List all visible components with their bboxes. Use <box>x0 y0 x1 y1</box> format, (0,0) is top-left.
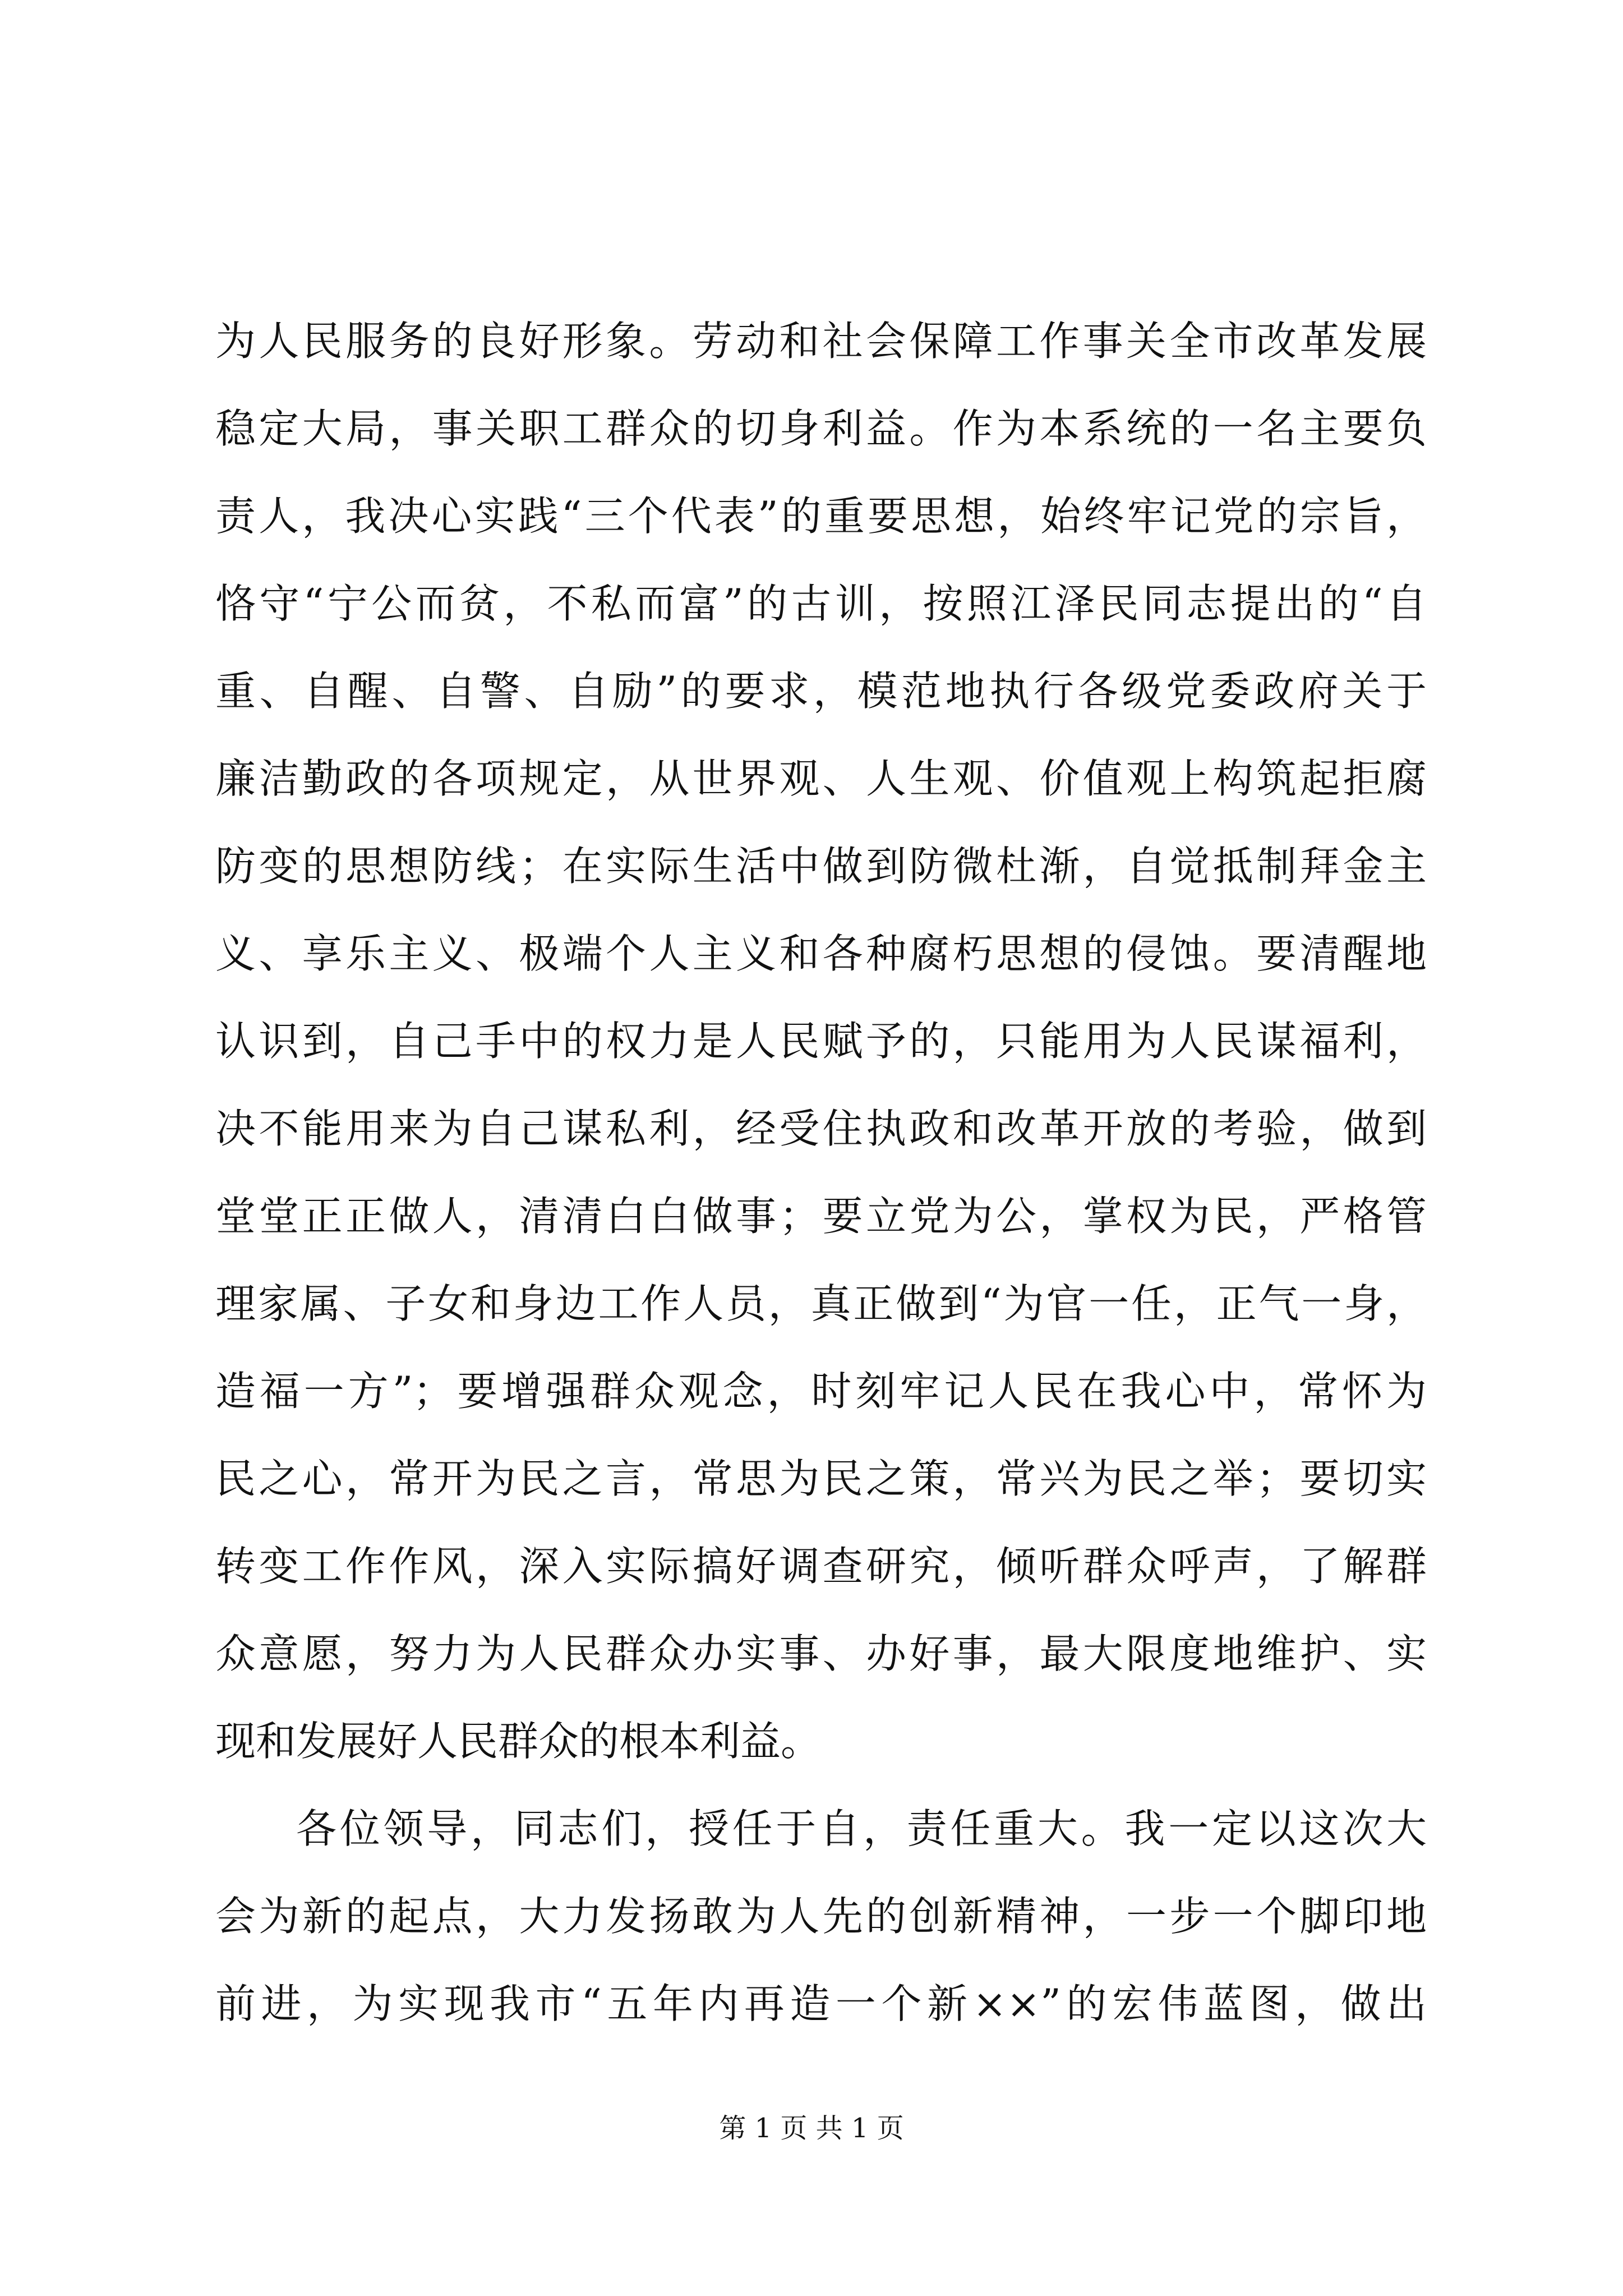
page-footer <box>0 2110 1623 2146</box>
body-line: 决不能用来为自己谋私利，经受住执政和改革开放的考验，做到 <box>215 1105 1427 1152</box>
page-number-label: 第 1 页 共 1 页 <box>719 2113 904 2144</box>
body-line: 义、享乐主义、极端个人主义和各种腐朽思想的侵蚀。要清醒地 <box>215 930 1427 977</box>
body-line: 廉洁勤政的各项规定，从世界观、人生观、价值观上构筑起拒腐 <box>215 755 1427 802</box>
body-line: 恪守“宁公而贫，不私而富”的古训，按照江泽民同志提出的“自 <box>215 580 1427 627</box>
body-line: 稳定大局，事关职工群众的切身利益。作为本系统的一名主要负 <box>215 405 1427 452</box>
body-line: 现和发展好人民群众的根本利益。 <box>215 1718 822 1765</box>
body-line: 重、自醒、自警、自励”的要求，模范地执行各级党委政府关于 <box>215 668 1427 715</box>
body-line: 转变工作作风，深入实际搞好调查研究，倾听群众呼声，了解群 <box>215 1543 1427 1590</box>
body-line: 众意愿，努力为人民群众办实事、办好事，最大限度地维护、实 <box>215 1630 1427 1677</box>
body-line: 为人民服务的良好形象。劳动和社会保障工作事关全市改革发展 <box>215 318 1427 365</box>
body-line: 造福一方”；要增强群众观念，时刻牢记人民在我心中，常怀为 <box>215 1368 1427 1415</box>
body-line: 民之心，常开为民之言，常思为民之策，常兴为民之举；要切实 <box>215 1455 1427 1502</box>
body-line: 会为新的起点，大力发扬敢为人先的创新精神，一步一个脚印地 <box>215 1893 1427 1940</box>
document-body <box>215 297 1427 2047</box>
body-line: 责人，我决心实践“三个代表”的重要思想，始终牢记党的宗旨， <box>215 493 1427 540</box>
body-line: 防变的思想防线；在实际生活中做到防微杜渐，自觉抵制拜金主 <box>215 843 1427 890</box>
body-line: 堂堂正正做人，清清白白做事；要立党为公，掌权为民，严格管 <box>215 1193 1427 1240</box>
body-line: 理家属、子女和身边工作人员，真正做到“为官一任，正气一身， <box>215 1280 1427 1327</box>
body-line: 各位领导，同志们，授任于自，责任重大。我一定以这次大 <box>296 1805 1427 1852</box>
body-line: 前进，为实现我市“五年内再造一个新××”的宏伟蓝图，做出 <box>215 1980 1427 2027</box>
body-line: 认识到，自己手中的权力是人民赋予的，只能用为人民谋福利， <box>215 1018 1427 1065</box>
